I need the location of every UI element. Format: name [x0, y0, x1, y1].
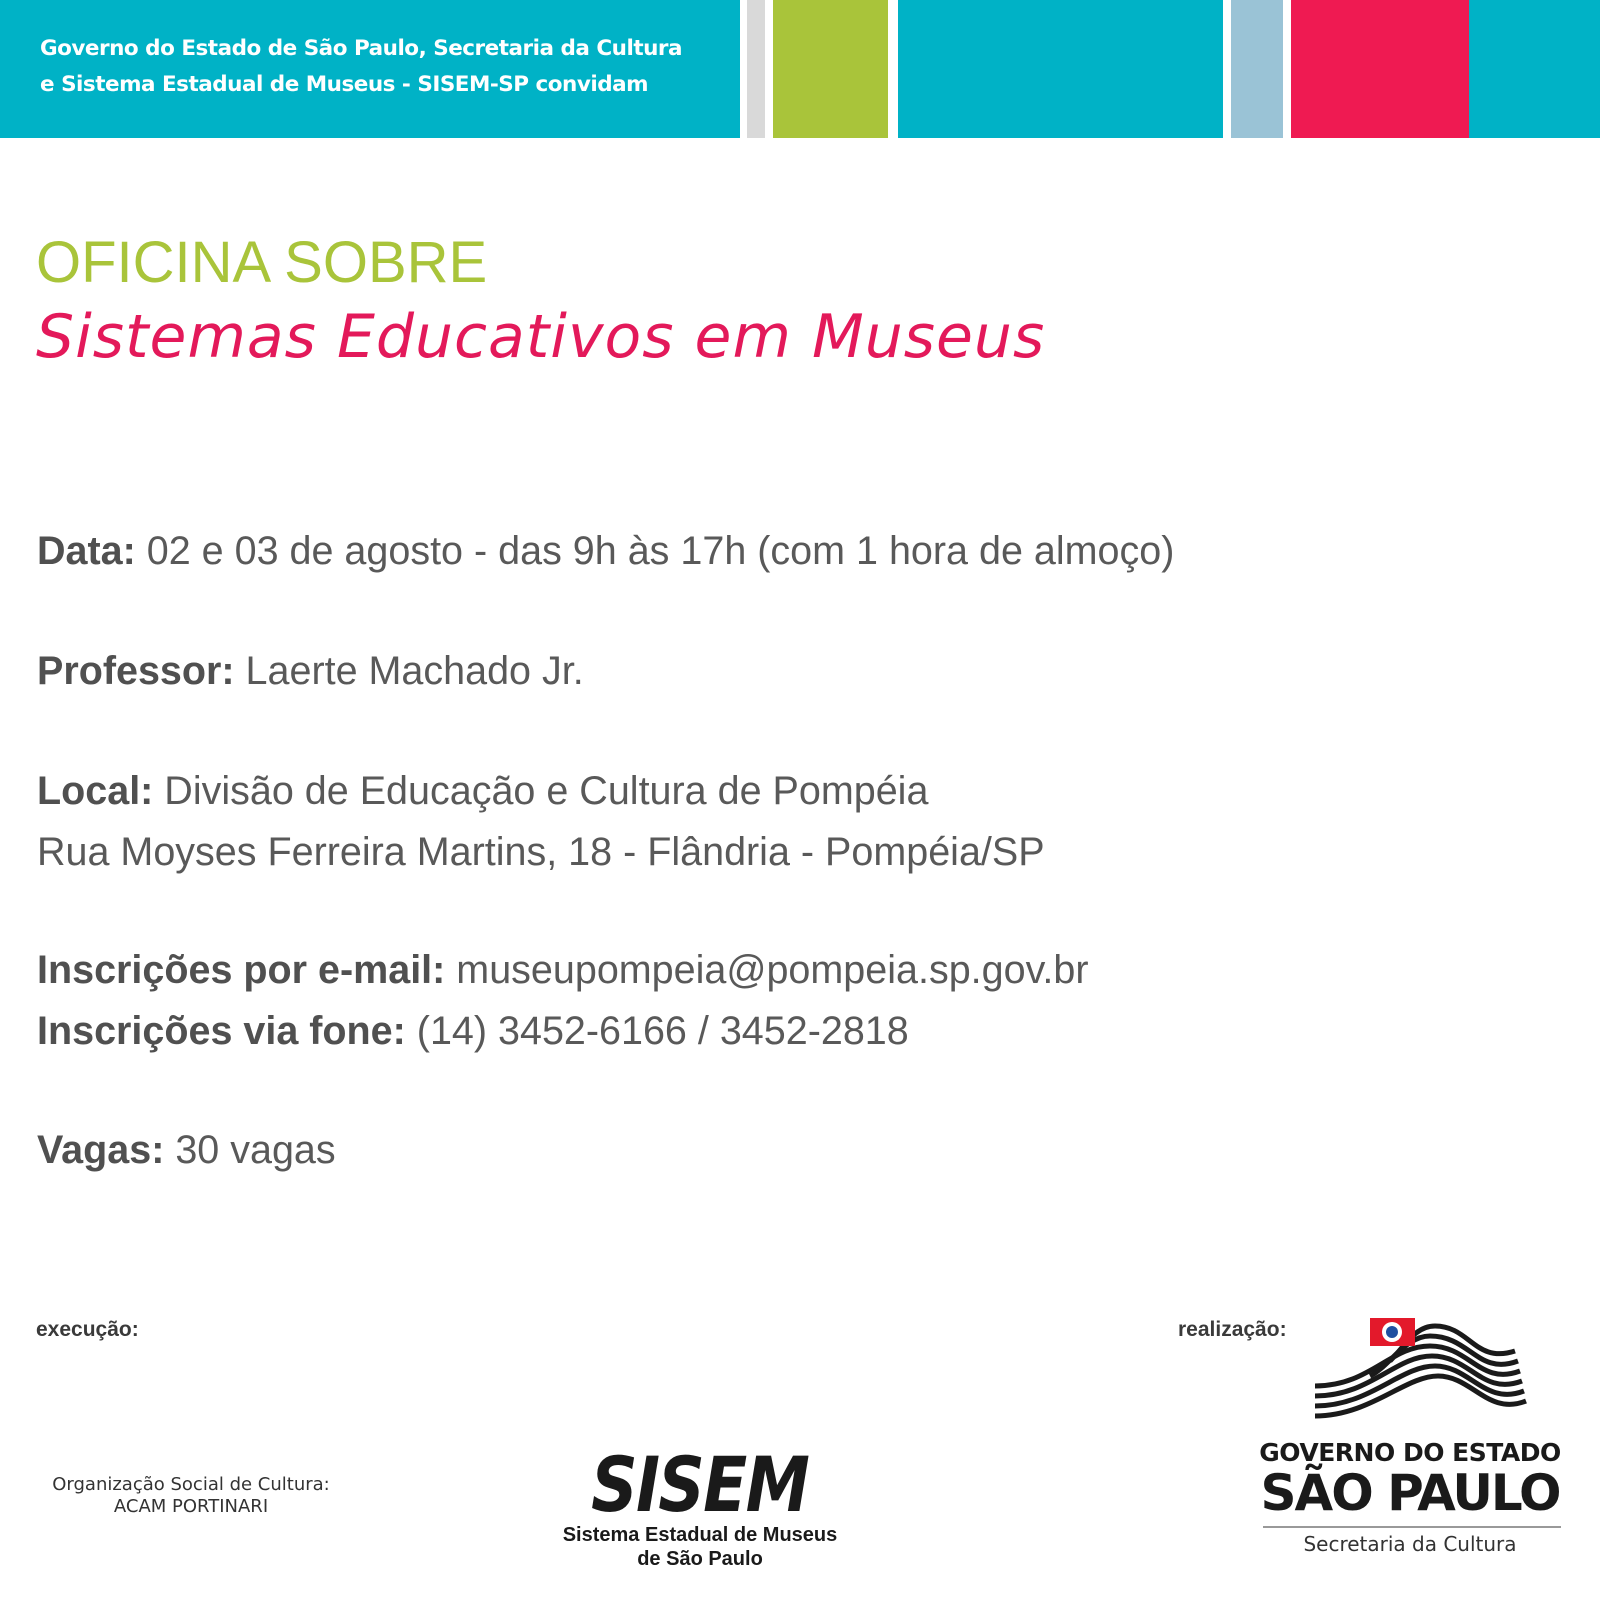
organization-text	[36, 1474, 346, 1518]
invitation-line-2: e Sistema Estadual de Museus - SISEM-SP convidam	[40, 72, 649, 97]
color-band-gap	[740, 0, 747, 138]
phone-value: (14) 3452-6166 / 3452-2818	[405, 1009, 909, 1053]
email-label: Inscrições por e-mail:	[37, 948, 446, 992]
organization-line-1: Organização Social de Cultura:	[52, 1474, 330, 1495]
professor-row	[37, 641, 584, 702]
date-row	[37, 521, 1174, 582]
invitation-text	[40, 31, 740, 103]
sao-paulo-flag-icon	[1310, 1316, 1530, 1426]
professor-value: Laerte Machado Jr.	[234, 649, 584, 693]
color-band-teal	[1469, 0, 1600, 138]
color-band-gap	[1283, 0, 1291, 138]
color-band-grey	[747, 0, 765, 138]
color-band-pink	[1291, 0, 1469, 138]
sisem-subtitle-line-1: Sistema Estadual de Museus	[562, 1524, 838, 1546]
sp-divider	[1263, 1526, 1561, 1528]
sisem-wordmark: SISEM	[591, 1440, 809, 1529]
date-label: Data:	[37, 529, 136, 573]
location-address: Rua Moyses Ferreira Martins, 18 - Flândria - Pompéia/SP	[37, 830, 1045, 874]
sp-government-line-2: SÃO PAULO	[1260, 1464, 1560, 1522]
realization-label: realização:	[1178, 1318, 1287, 1341]
execution-label: execução:	[36, 1318, 139, 1341]
location-row	[37, 761, 1045, 883]
date-value: 02 e 03 de agosto - das 9h às 17h (com 1 hora de almoço)	[135, 529, 1175, 573]
header-banner	[0, 0, 1600, 138]
registration-rows	[37, 940, 1089, 1062]
title-line-2: Sistemas Educativos em Museus	[36, 302, 1046, 372]
location-label: Local:	[37, 769, 154, 813]
vacancies-value: 30 vagas	[164, 1128, 336, 1172]
email-value[interactable]: museupompeia@pompeia.sp.gov.br	[445, 948, 1089, 992]
color-band-gap	[888, 0, 898, 138]
organization-line-2: ACAM PORTINARI	[113, 1496, 269, 1517]
color-band-gap	[1223, 0, 1231, 138]
location-value: Divisão de Educação e Cultura de Pompéia	[153, 769, 929, 813]
color-band-teal	[898, 0, 1223, 138]
sisem-subtitle	[540, 1523, 860, 1571]
color-band-lightblue	[1231, 0, 1283, 138]
vacancies-label: Vagas:	[37, 1128, 165, 1172]
professor-label: Professor:	[37, 649, 235, 693]
sp-government-line-3: Secretaria da Cultura	[1303, 1532, 1517, 1556]
sp-government-line-1: GOVERNO DO ESTADO	[1259, 1438, 1561, 1467]
vacancies-row	[37, 1120, 336, 1181]
sisem-logo	[540, 1440, 860, 1571]
sisem-subtitle-line-2: de São Paulo	[637, 1548, 763, 1570]
invitation-line-1: Governo do Estado de São Paulo, Secretaria da Cultura	[40, 36, 683, 61]
phone-label: Inscrições via fone:	[37, 1009, 406, 1053]
color-band-gap	[765, 0, 773, 138]
title-line-1: OFICINA SOBRE	[36, 230, 488, 295]
color-band-green	[773, 0, 888, 138]
